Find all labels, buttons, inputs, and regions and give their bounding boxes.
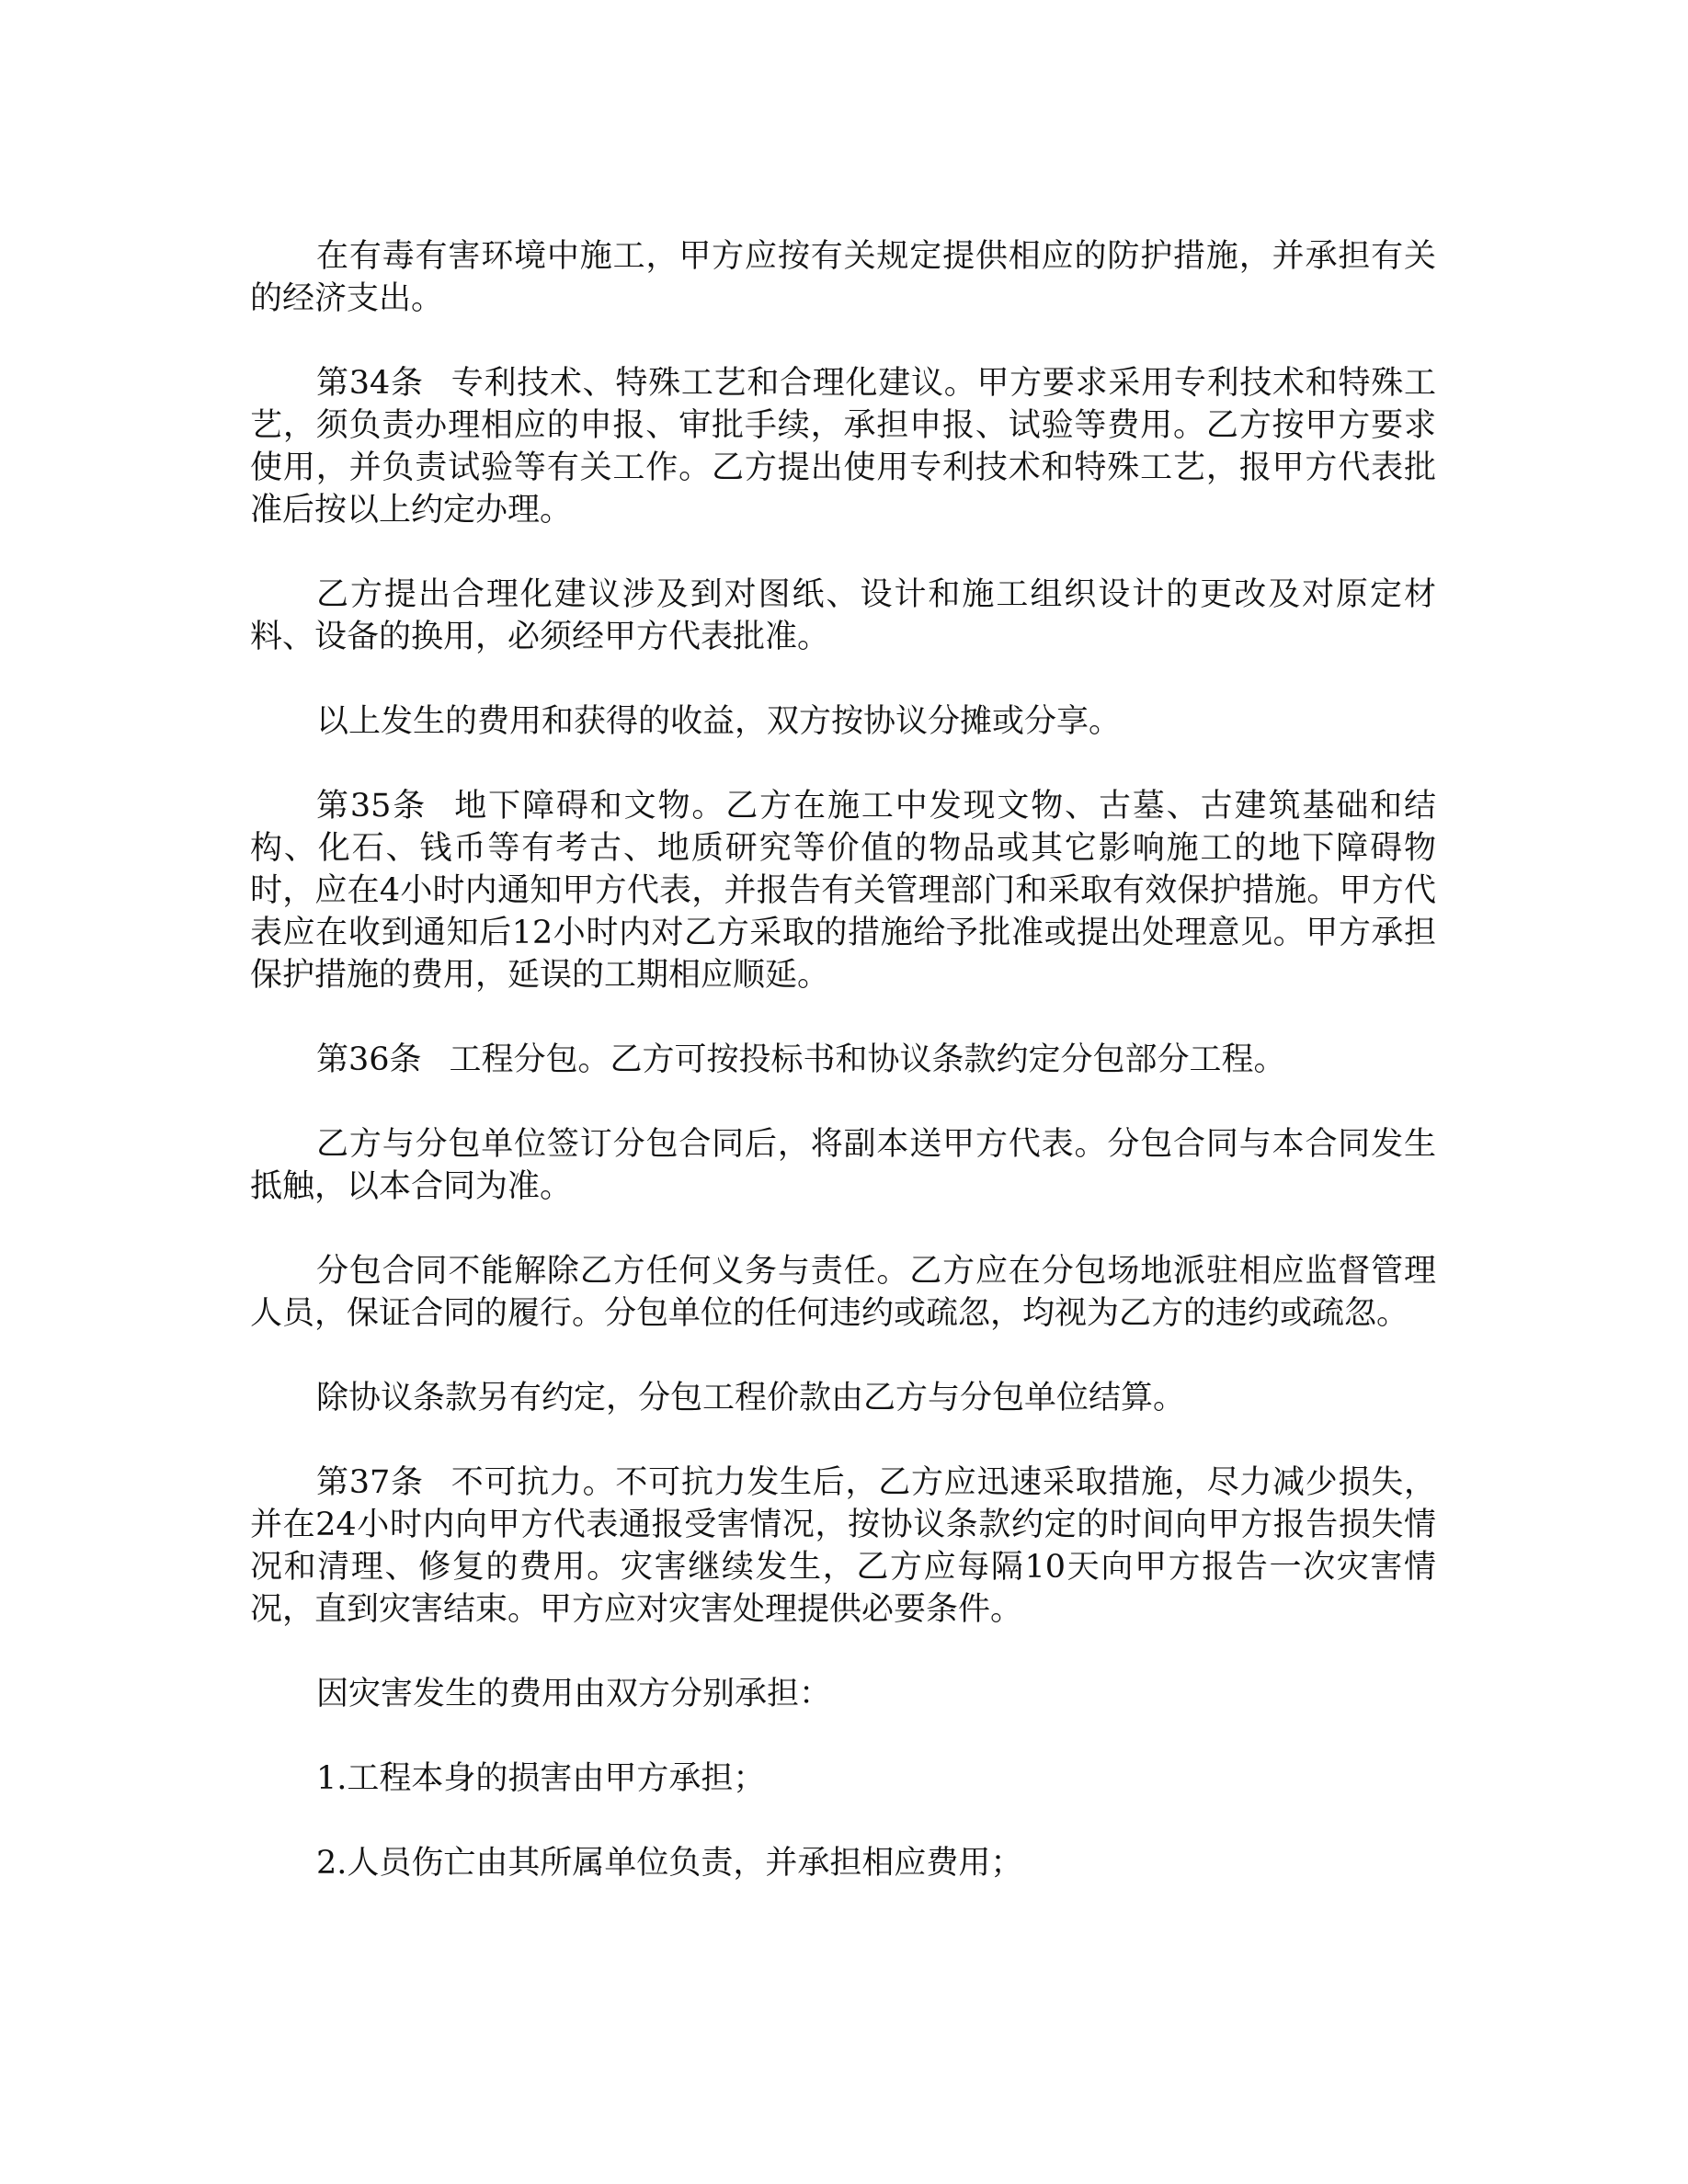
article-number: 第37条 <box>316 1464 424 1501</box>
document-page <box>250 235 1436 1927</box>
paragraph <box>250 1039 1436 1081</box>
paragraph-text: 乙方与分包单位签订分包合同后，将副本送甲方代表。分包合同与本合同发生抵触，以本合同为准。 <box>250 1126 1436 1205</box>
article-number: 第35条 <box>316 788 428 825</box>
paragraph <box>250 1673 1436 1715</box>
paragraph-text: 以上发生的费用和获得的收益，双方按协议分摊或分享。 <box>316 703 1122 740</box>
paragraph <box>250 362 1436 531</box>
paragraph-text: 1.工程本身的损害由甲方承担； <box>316 1760 766 1797</box>
paragraph-text: 乙方提出合理化建议涉及到对图纸、设计和施工组织设计的更改及对原定材料、设备的换用，必须经甲方代表批准。 <box>250 576 1436 655</box>
paragraph-text: 2.人员伤亡由其所属单位负责，并承担相应费用； <box>316 1845 1023 1882</box>
paragraph-text: 地下障碍和文物。乙方在施工中发现文物、古墓、古建筑基础和结构、化石、钱币等有考古、地质研究等价值的物品或其它影响施工的地下障碍物时，应在4小时内通知甲方代表，并报告有关管理部门和采取有效保护措施。甲方代表应在收到通知后12小时内对乙方采取的措施给予批准或提出处理意见。甲方承担保护措施的费用，延误的工期相应顺延。 <box>250 788 1436 994</box>
paragraph <box>250 1377 1436 1419</box>
paragraph-text: 专利技术、特殊工艺和合理化建议。甲方要求采用专利技术和特殊工艺，须负责办理相应的申报、审批手续，承担申报、试验等费用。乙方按甲方要求使用，并负责试验等有关工作。乙方提出使用专利技术和特殊工艺，报甲方代表批准后按以上约定办理。 <box>250 365 1436 529</box>
paragraph <box>250 700 1436 743</box>
paragraph-text: 因灾害发生的费用由双方分别承担： <box>316 1676 832 1712</box>
paragraph-text: 除协议条款另有约定，分包工程价款由乙方与分包单位结算。 <box>316 1380 1186 1416</box>
paragraph <box>250 574 1436 658</box>
paragraph-text: 在有毒有害环境中施工，甲方应按有关规定提供相应的防护措施，并承担有关的经济支出。 <box>250 238 1436 317</box>
paragraph-text: 不可抗力。不可抗力发生后，乙方应迅速采取措施，尽力减少损失，并在24小时内向甲方代表通报受害情况，按协议条款约定的时间向甲方报告损失情况和清理、修复的费用。灾害继续发生，乙方应每隔10天向甲方报告一次灾害情况，直到灾害结束。甲方应对灾害处理提供必要条件。 <box>250 1464 1436 1628</box>
paragraph-text: 工程分包。乙方可按投标书和协议条款约定分包部分工程。 <box>449 1041 1286 1078</box>
article-number: 第36条 <box>316 1041 422 1078</box>
paragraph-text: 分包合同不能解除乙方任何义务与责任。乙方应在分包场地派驻相应监督管理人员，保证合同的履行。分包单位的任何违约或疏忽，均视为乙方的违约或疏忽。 <box>250 1253 1436 1332</box>
paragraph <box>250 1250 1436 1335</box>
paragraph <box>250 1462 1436 1631</box>
list-item <box>250 1842 1436 1884</box>
paragraph <box>250 235 1436 320</box>
paragraph <box>250 1123 1436 1208</box>
article-number: 第34条 <box>316 365 424 402</box>
list-item <box>250 1757 1436 1800</box>
paragraph <box>250 785 1436 996</box>
